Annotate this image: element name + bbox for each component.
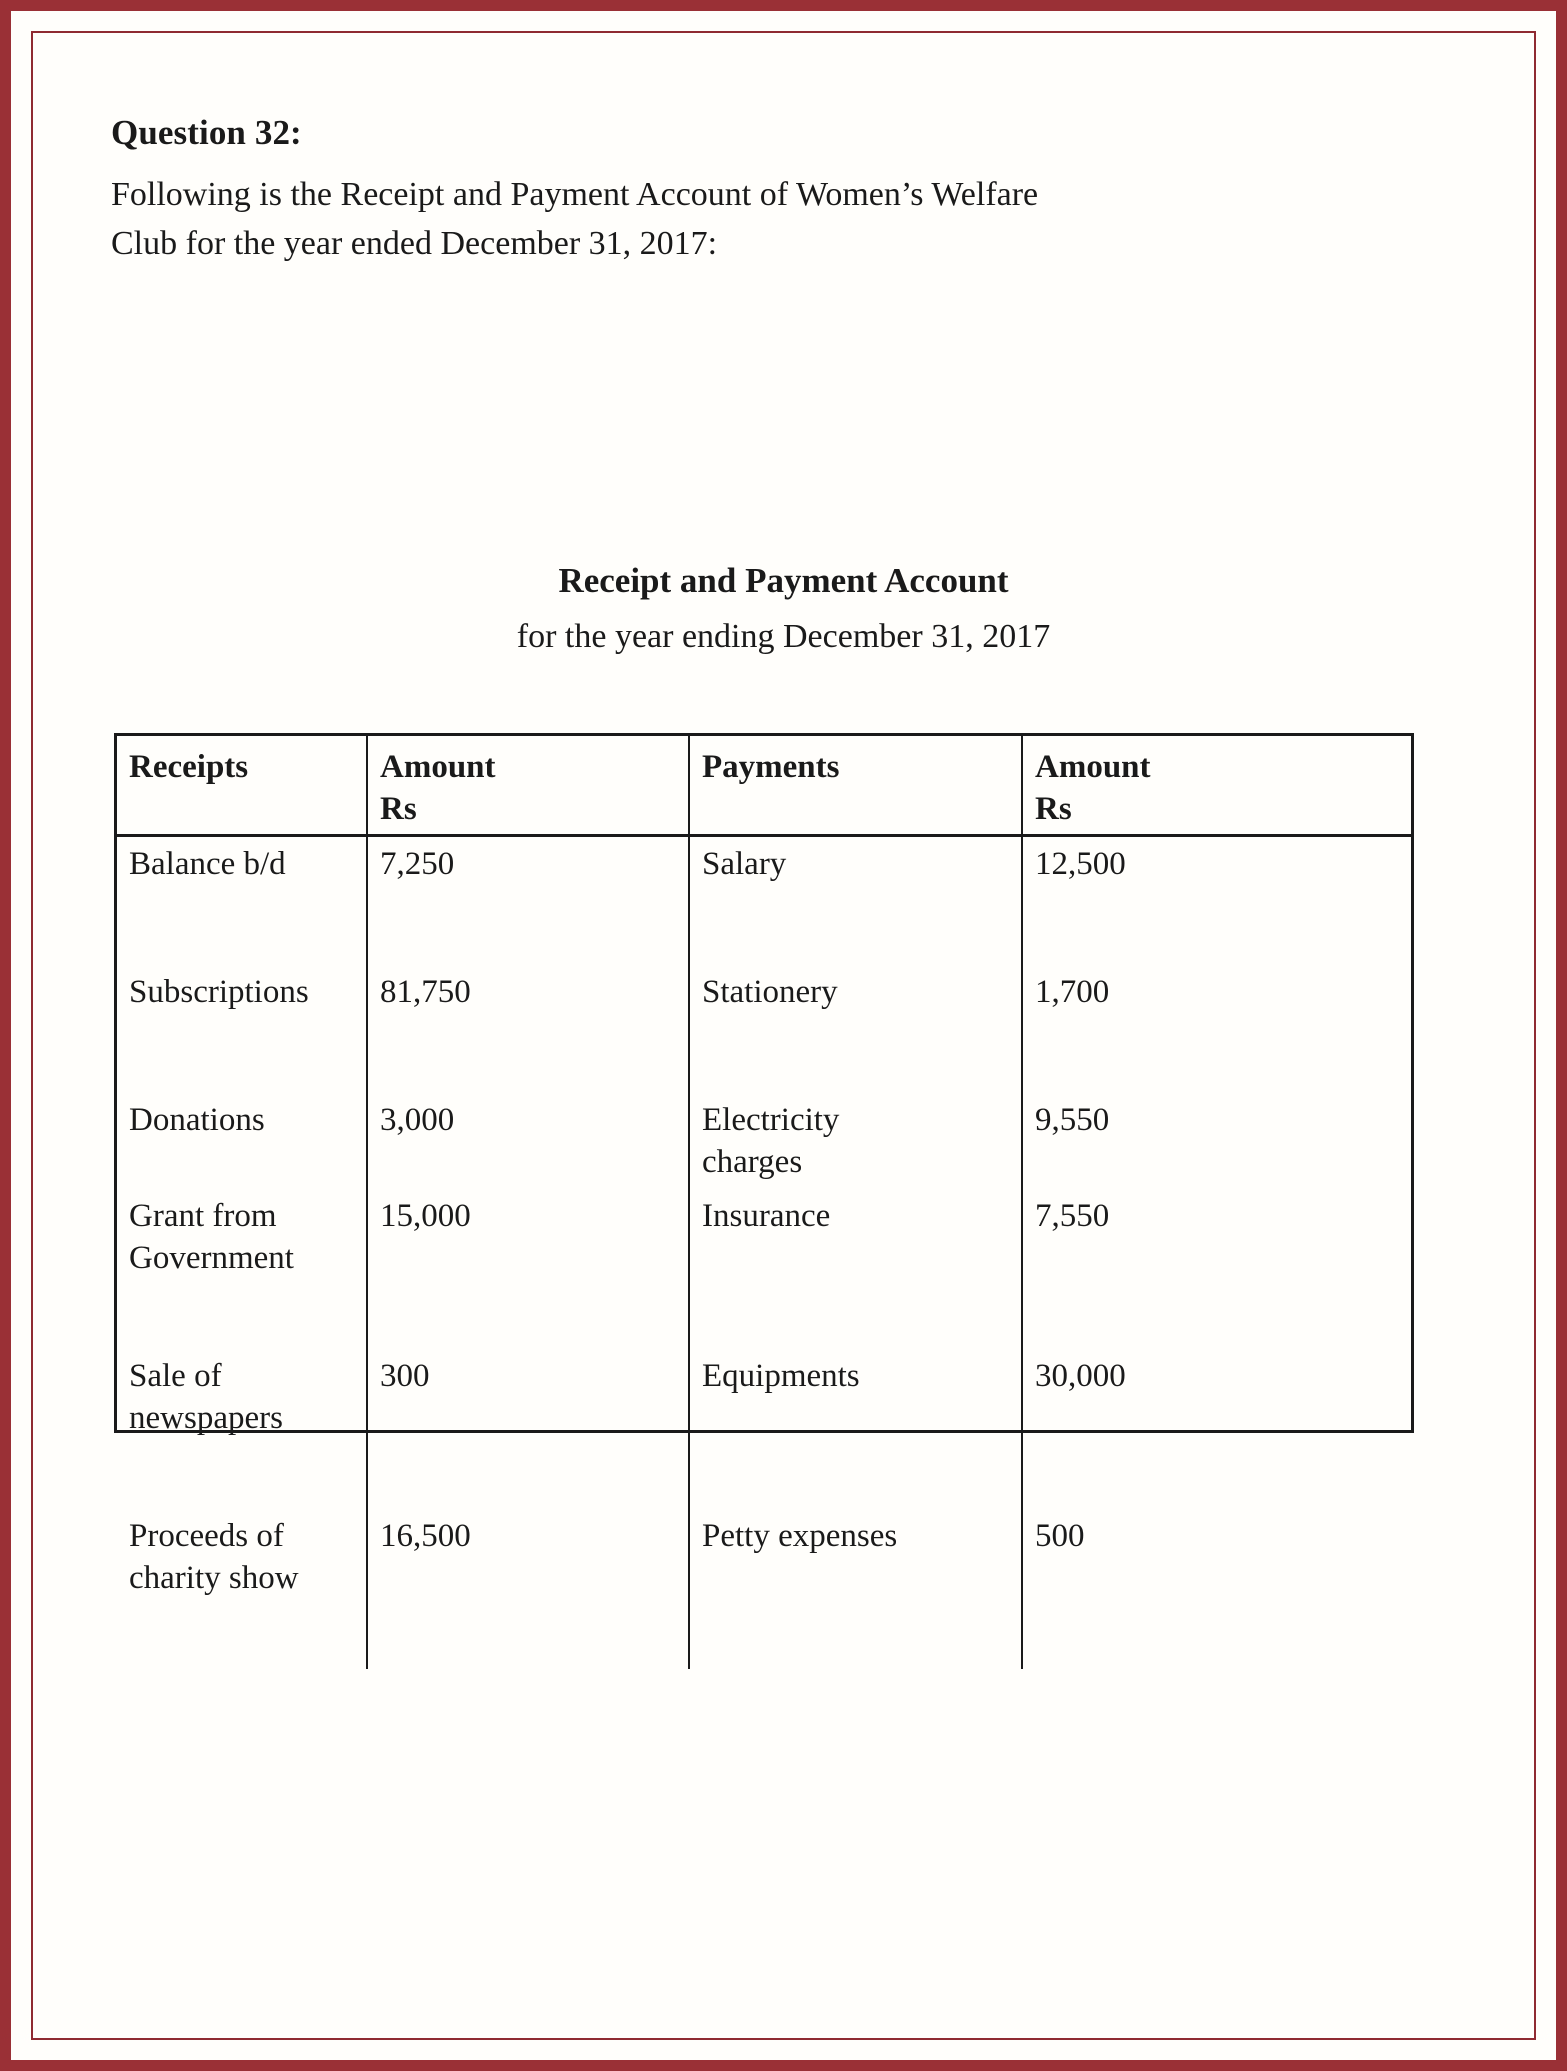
receipt-description-cell (117, 1349, 367, 1445)
spacer-cell (1022, 1029, 1411, 1093)
receipt-description-line-2: newspapers (129, 1400, 283, 1436)
spacer-cell (1022, 901, 1411, 965)
receipt-description-line-2: charity show (129, 1560, 299, 1596)
payment-description-line-1: Salary (702, 846, 787, 882)
receipt-amount-cell: 300 (367, 1349, 689, 1445)
receipt-description-cell (117, 836, 367, 902)
column-header-receipt-amount-line-2: Rs (380, 791, 417, 827)
spacer-cell (117, 1029, 367, 1093)
payment-amount-cell: 30,000 (1035, 1358, 1126, 1394)
spacer-cell (117, 901, 367, 965)
receipt-amount-cell: 16,500 (367, 1509, 689, 1605)
column-header-payment-amount (1022, 736, 1411, 836)
table-row-spacer (117, 1029, 1411, 1093)
payment-description-line-1: Electricity (702, 1102, 840, 1138)
table-row (117, 836, 1411, 902)
table-row (117, 1349, 1411, 1445)
payment-description-line-1: Insurance (702, 1198, 831, 1234)
receipt-description-cell (117, 1093, 367, 1189)
receipt-description-line-1: Balance b/d (129, 846, 286, 882)
column-header-payment-amount-line-2: Rs (1035, 791, 1072, 827)
payment-description-cell (689, 1509, 1022, 1605)
receipt-description-line-1: Donations (129, 1102, 265, 1138)
column-header-receipt-amount (367, 736, 689, 836)
payment-description-line-1: Stationery (702, 974, 838, 1010)
payment-amount-cell: 7,550 (1035, 1198, 1110, 1234)
column-header-receipt-amount-line-1: Amount (380, 749, 496, 785)
receipt-description-line-1: Proceeds of (129, 1518, 284, 1554)
table-row (117, 1509, 1411, 1605)
payment-description-cell (689, 836, 1022, 902)
account-subtitle: for the year ending December 31, 2017 (516, 618, 1051, 655)
intro-line-1: Following is the Receipt and Payment Account of Women’s Welfare (111, 176, 1039, 213)
blank-cell (117, 1605, 367, 1669)
payment-amount-cell: 500 (1035, 1518, 1085, 1554)
receipt-description-line-1: Grant from (129, 1198, 277, 1234)
table-row (117, 1093, 1411, 1189)
table-row (117, 1189, 1411, 1285)
receipt-description-cell (117, 1189, 367, 1285)
spacer-cell (367, 1285, 689, 1349)
spacer-cell (689, 1285, 1022, 1349)
account-table-grid (117, 736, 1411, 1669)
spacer-cell (689, 1445, 1022, 1509)
table-trailing-blank-space (117, 1605, 1411, 1669)
column-header-payments-line-1: Payments (702, 749, 840, 785)
table-row-spacer (117, 1445, 1411, 1509)
column-header-payments (689, 736, 1022, 836)
receipt-amount-cell: 7,250 (367, 836, 689, 902)
account-title: Receipt and Payment Account (558, 561, 1009, 600)
payment-description-cell (689, 1093, 1022, 1189)
column-header-receipts-line-1: Receipts (129, 749, 249, 785)
page-frame (11, 11, 1556, 2060)
payment-amount-cell: 12,500 (1035, 846, 1126, 882)
table-row-spacer (117, 901, 1411, 965)
receipt-description-cell (117, 965, 367, 1029)
payment-description-line-1: Equipments (702, 1358, 860, 1394)
table-body (117, 836, 1411, 1670)
table-header-row (117, 736, 1411, 836)
spacer-cell (689, 1029, 1022, 1093)
receipt-description-line-1: Sale of (129, 1358, 222, 1394)
document-body (33, 33, 1534, 2038)
blank-cell (367, 1605, 689, 1669)
payment-description-cell (689, 1189, 1022, 1285)
page-surface (33, 33, 1534, 2038)
spacer-cell (689, 901, 1022, 965)
receipt-and-payment-table (114, 733, 1414, 1596)
receipt-amount-cell: 3,000 (367, 1093, 689, 1189)
blank-cell (689, 1605, 1022, 1669)
column-header-payment-amount-line-1: Amount (1035, 749, 1151, 785)
receipt-amount-cell: 81,750 (367, 965, 689, 1029)
table-row-spacer (117, 1285, 1411, 1349)
receipt-description-cell (117, 1509, 367, 1605)
question-intro-paragraph (111, 170, 1071, 268)
payment-amount-cell: 9,550 (1035, 1102, 1110, 1138)
receipt-amount-cell: 15,000 (367, 1189, 689, 1285)
spacer-cell (1022, 1445, 1411, 1509)
payment-description-cell (689, 1349, 1022, 1445)
blank-cell (1022, 1605, 1411, 1669)
spacer-cell (367, 1029, 689, 1093)
spacer-cell (117, 1445, 367, 1509)
column-header-receipts (117, 736, 367, 836)
payment-description-cell (689, 965, 1022, 1029)
question-heading: Question 32: (111, 113, 302, 152)
payment-description-line-2: charges (702, 1144, 803, 1180)
spacer-cell (1022, 1285, 1411, 1349)
intro-line-2: Club for the year ended December 31, 2017: (111, 225, 718, 262)
receipt-description-line-1: Subscriptions (129, 974, 309, 1010)
table-row (117, 965, 1411, 1029)
payment-description-line-1: Petty expenses (702, 1518, 898, 1554)
payment-amount-cell: 1,700 (1035, 974, 1110, 1010)
table-header (117, 736, 1411, 836)
receipt-description-line-2: Government (129, 1240, 294, 1276)
spacer-cell (367, 1445, 689, 1509)
spacer-cell (367, 901, 689, 965)
spacer-cell (117, 1285, 367, 1349)
